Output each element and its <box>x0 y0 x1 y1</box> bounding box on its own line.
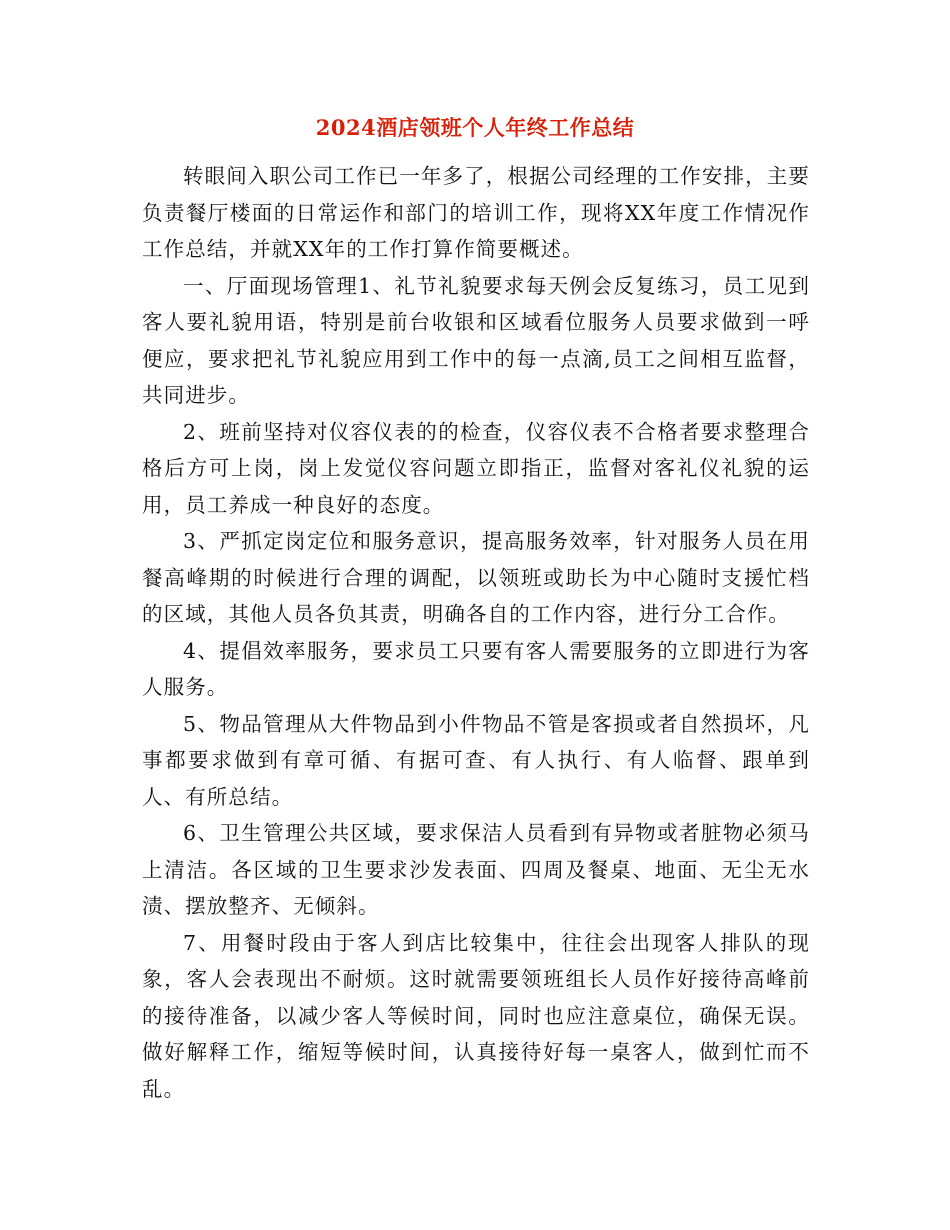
document-title: 2024酒店领班个人年终工作总结 <box>315 115 635 140</box>
paragraph-peak-hours: 7、用餐时段由于客人到店比较集中，往往会出现客人排队的现象，客人会表现出不耐烦。这时就需要领班组长人员作好接待高峰前的接待准备，以减少客人等候时间，同时也应注意桌位，确保无误。做好解释工作，缩短等候时间，认真接待好每一桌客人，做到忙而不乱。 <box>142 930 810 1101</box>
paragraph-post-positioning: 3、严抓定岗定位和服务意识，提高服务效率，针对服务人员在用餐高峰期的时候进行合理的调配，以领班或助长为中心随时支援忙档的区域，其他人员各负其责，明确各自的工作内容，进行分工合作。 <box>142 529 810 626</box>
paragraph-efficiency-service: 4、提倡效率服务，要求员工只要有客人需要服务的立即进行为客人服务。 <box>142 638 810 699</box>
paragraph-intro: 转眼间入职公司工作已一年多了，根据公司经理的工作安排，主要负责餐厅楼面的日常运作和部门的培训工作，现将XX年度工作情况作工作总结，并就XX年的工作打算作简要概述。 <box>142 164 810 261</box>
paragraph-etiquette: 一、厅面现场管理1、礼节礼貌要求每天例会反复练习，员工见到客人要礼貌用语，特别是前台收银和区域看位服务人员要求做到一呼便应，要求把礼节礼貌应用到工作中的每一点滴,员工之间相互监督，共同进步。 <box>142 273 810 407</box>
paragraph-appearance-check: 2、班前坚持对仪容仪表的的检查，仪容仪表不合格者要求整理合格后方可上岗，岗上发觉仪容问题立即指正，监督对客礼仪礼貌的运用，员工养成一种良好的态度。 <box>142 419 810 517</box>
paragraph-item-management: 5、物品管理从大件物品到小件物品不管是客损或者自然损坏，凡事都要求做到有章可循、有据可查、有人执行、有人临督、跟单到人、有所总结。 <box>142 711 810 809</box>
document-body <box>142 158 810 1107</box>
paragraph-hygiene-management: 6、卫生管理公共区域，要求保洁人员看到有异物或者脏物必须马上清洁。各区域的卫生要求沙发表面、四周及餐桌、地面、无尘无水渍、摆放整齐、无倾斜。 <box>142 821 810 918</box>
